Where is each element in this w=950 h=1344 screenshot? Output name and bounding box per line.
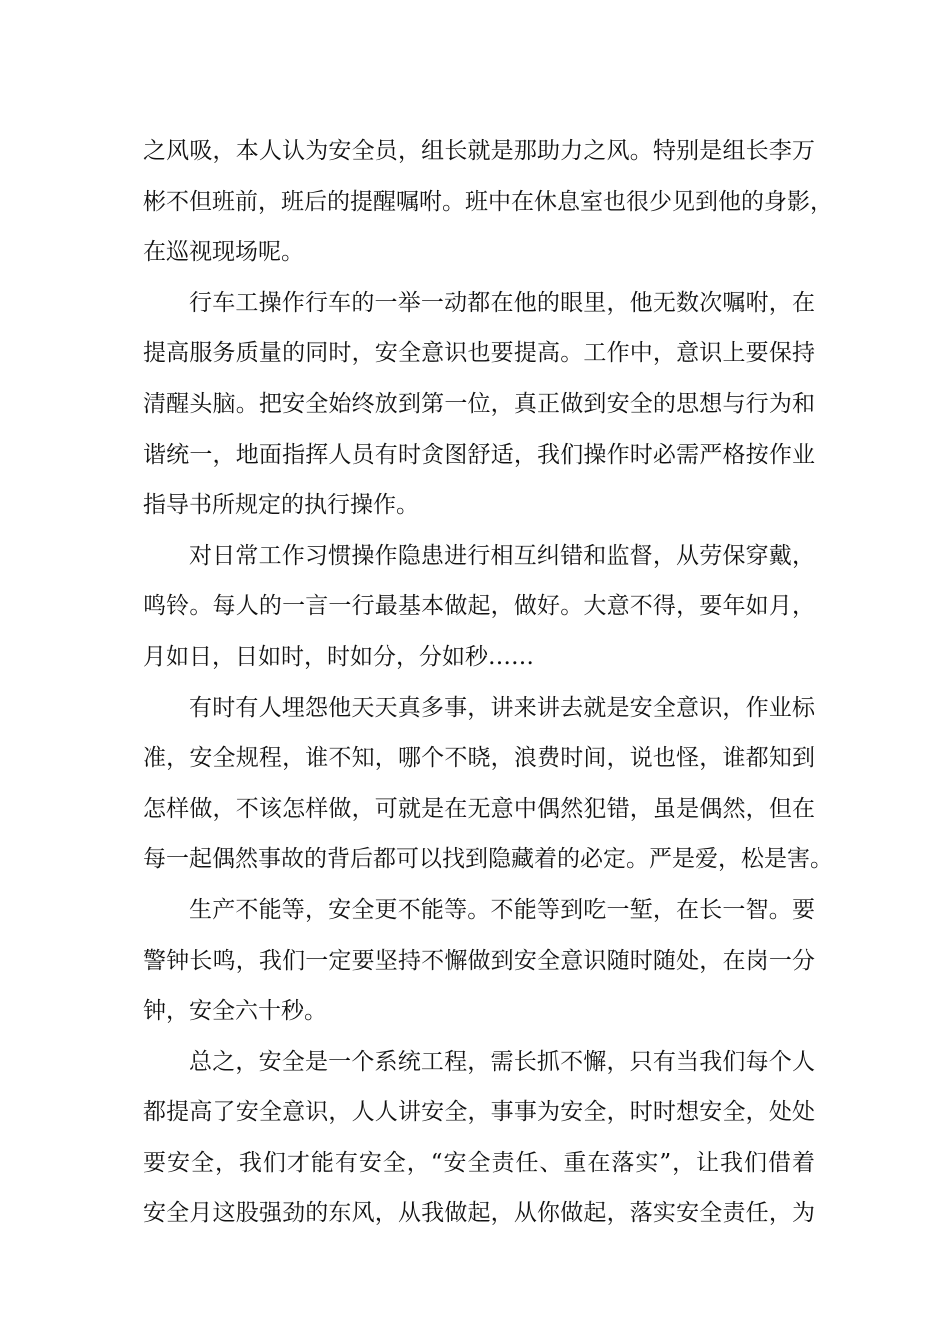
text-line: 要安全，我们才能有安全，“安全责任、重在落实”，让我们借着: [143, 1149, 815, 1176]
text-line: 都提高了安全意识，人人讲安全，事事为安全，时时想安全，处处: [143, 1099, 815, 1126]
text-line: 月如日，日如时，时如分，分如秒……: [143, 643, 534, 670]
text-line: 提高服务质量的同时，安全意识也要提高。工作中，意识上要保持: [143, 340, 815, 367]
text-line: 安全月这股强劲的东风，从我做起，从你做起，落实安全责任，为: [143, 1200, 815, 1227]
text-line: 对日常工作习惯操作隐患进行相互纠错和监督，从劳保穿戴，: [189, 542, 815, 569]
text-line: 彬不但班前，班后的提醒嘱咐。班中在休息室也很少见到他的身影，: [143, 188, 833, 215]
text-line: 准，安全规程，谁不知，哪个不晓，浪费时间，说也怪，谁都知到: [143, 745, 815, 772]
text-line: 警钟长鸣，我们一定要坚持不懈做到安全意识随时随处，在岗一分: [143, 947, 815, 974]
text-line: 谐统一，地面指挥人员有时贪图舒适，我们操作时必需严格按作业: [143, 441, 815, 468]
text-line: 鸣铃。每人的一言一行最基本做起，做好。大意不得，要年如月，: [143, 593, 815, 620]
text-line: 怎样做，不该怎样做，可就是在无意中偶然犯错，虽是偶然，但在: [143, 795, 815, 822]
text-line: 在巡视现场呢。: [143, 239, 304, 266]
text-line: 钟，安全六十秒。: [143, 998, 327, 1025]
text-line: 每一起偶然事故的背后都可以找到隐藏着的必定。严是爱，松是害。: [143, 846, 833, 873]
text-line: 行车工操作行车的一举一动都在他的眼里，他无数次嘱咐，在: [189, 289, 815, 316]
text-line: 生产不能等，安全更不能等。不能等到吃一堑，在长一智。要: [189, 896, 815, 923]
text-line: 总之，安全是一个系统工程，需长抓不懈，只有当我们每个人: [189, 1048, 815, 1075]
text-line: 清醒头脑。把安全始终放到第一位，真正做到安全的思想与行为和: [143, 390, 815, 417]
text-line: 指导书所规定的执行操作。: [143, 492, 419, 519]
document-body-text: [143, 126, 833, 1239]
text-line: 有时有人埋怨他天天真多事，讲来讲去就是安全意识，作业标: [189, 694, 815, 721]
text-line: 之风吸，本人认为安全员，组长就是那助力之风。特别是组长李万: [143, 138, 815, 164]
